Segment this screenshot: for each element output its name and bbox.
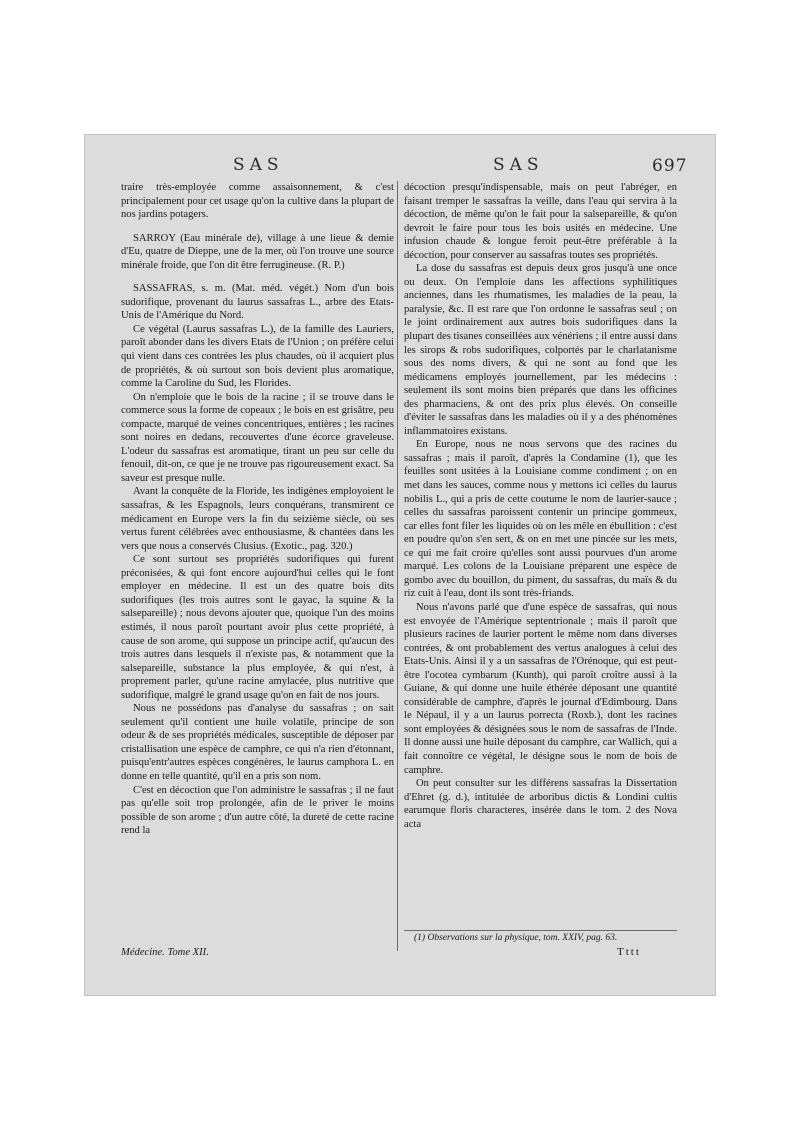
footnote: (1) Observations sur la physique, tom. XXIV, pag. 63. — [414, 933, 618, 943]
paragraph-left-9: C'est en décoction que l'on administre le sassafras ; il ne faut pas qu'elle soit trop prolongée, afin de le priver le moins possible de son arome ; d'un autre côté, la dureté de cette racine rend la — [121, 784, 394, 837]
paragraph-right-3: En Europe, nous ne nous servons que des racines du sassafras ; mais il paroît, d'après la Condamine (1), que les feuilles sont usitées à la Louisiane comme condiment ; on en met dans les sauces, comme nous y mettons ici celles du laurus nobilis L., qui a pris de cette coutume le nom de laurier-sauce ; celles du sassafras paroissent contenir un principe gommeux, car elles font filer les liquides où on les mêle en ébullition : c'est en poudre qu'on s'en sert, & on en met une pincée sur les mets, ce qui me fait croire qu'elles sont aussi pourvues d'un arome marqué. Les colons de la Louisiane préparent une espèce de gombo avec du bouillon, du piment, du sassafras, du maïs & du riz cuit à l'eau, dont ils sont très-friands. — [404, 439, 677, 600]
volume-footer: Médecine. Tome XII. — [121, 947, 209, 958]
paragraph-right-4: Nous n'avons parlé que d'une espèce de sassafras, qui nous est envoyée de l'Amérique septentrionale ; mais il paroît que plusieurs racines de laurier portent le même nom dans diverses contrées, & ont probablement des vertus analogues à celui des Etats-Unis. Ainsi il y a un sassafras de l'Orénoque, qui est peut-être l'ocotea cymbarum (Kunth), qui paroît croître aussi à la Guiane, & qui donne une huile éthérée déposant une quantité considérable de camphre, d'après le journal d'Edimbourg. Dans le Népaul, il y a un laurus porrecta (Roxb.), dont les racines sont employées & désignées sous le nom de sassafras de l'Inde. Il donne aussi une huile déposant du camphre, car Wallich, qui a fait connoître ce végétal, le désigne sous le nom de bois de camphre. — [404, 601, 677, 776]
signature-mark: Tttt — [617, 946, 641, 958]
paragraph-right-2: La dose du sassafras est depuis deux gros jusqu'à une once ou deux. On l'emploie dans les affections syphilitiques anciennes, dans les rhumatismes, les maladies de la peau, la paralysie, &c. Il est rare que l'on ordonne le sassafras seul ; on le joint ordinairement aux autres bois sudorifiques dans la plupart des tisanes conseillées aux vénériens ; il entre aussi dans les sirops & robs sudorifiques, colportés par le charlatanisme sous des noms divers, & qui ne sont au fond que les médicamens employés journellement, par les médecins : seulement ils sont moins bien préparés que dans les officines des pharmaciens, & ont des prix plus élevés. On conseille d'éviter le sassafras dans les maladies où il y a des phénomènes inflammatoires existans. — [404, 263, 677, 437]
running-head-left: SAS — [233, 155, 284, 175]
column-divider — [397, 181, 398, 951]
footnote-divider — [404, 930, 677, 931]
paragraph-left-7: Ce sont surtout ses propriétés sudorifiques qui furent préconisées, & qui font encore aujourd'hui celles qui le font employer en médecine. Il est un des quatre bois dits sudorifiques (les trois autres sont le gayac, la squine & la salsepareille) ; nous devons ajouter que, quoique l'un des moins estimés, il nous paroît pourtant avoir plus cette propriété, à cause de son arome, qui suppose un principe actif, qu'aucun des trois autres dans lesquels il n'existe pas, & notamment que la salsepareille, substance la plus employée, & qui n'est, à proprement parler, qu'une racine amylacée, plus nutritive que sudorifique, malgré le grand usage qu'on en fait de nos jours. — [121, 554, 394, 701]
paragraph-right-5: On peut consulter sur les différens sassafras la Dissertation d'Ehret (g. d.), intitulée de arboribus dictis & Londini cultis earumque floris characteres, insérée dans le tom. 2 des Nova acta — [404, 778, 677, 830]
paragraph-left-4: Ce végétal (Laurus sassafras L.), de la famille des Lauriers, paroît abonder dans les divers Etats de l'Union ; on préfère celui qui vient dans ces contrées les plus chaudes, où il acquiert plus de propriétés, & où surtout son bois devient plus aromatique, comme la Caroline du Sud, les Florides. — [121, 323, 394, 390]
right-column — [404, 181, 677, 961]
paragraph-left-3: SASSAFRAS, s. m. (Mat. méd. végét.) Nom d'un bois sudorifique, provenant du laurus sassafras L., arbre des Etats-Unis de l'Amérique du Nord. — [121, 283, 394, 322]
paragraph-left-5: On n'emploie que le bois de la racine ; il se trouve dans le commerce sous la forme de copeaux ; le bois en est grisâtre, peu compacte, marqué de veines concentriques, entières ; les racines sont noires en dedans, recouvertes d'une écorce graveleuse. L'odeur du sassafras est aromatique, tirant un peu sur celle du fenouil, dit-on, ce que je ne trouve pas rigoureusement exact. Sa saveur est presque nulle. — [121, 391, 394, 484]
paragraph-right-1: décoction presqu'indispensable, mais on peut l'abréger, en faisant tremper le sassafras la veille, dans l'eau qui servira à la décoction, de même qu'on le fait pour la salsepareille, & qu'on devroit le faire pour tous les bois usités en médecine. Une infusion chaude & longue feroit peut-être préférable à la décoction, pour conserver au sassafras toutes ses propriétés. — [404, 182, 677, 261]
paragraph-left-8: Nous ne possédons pas d'analyse du sassafras ; on sait seulement qu'il contient une huile volatile, principe de son odeur & de ses propriétés médicales, susceptible de déposer par cristallisation une espèce de camphre, ce qui n'a rien d'étonnant, puisqu'entr'autres espèces congénères, le laurus camphora L. en donne en telle quantité, qu'il en a pris son nom. — [121, 703, 394, 782]
paragraph-left-6: Avant la conquête de la Floride, les indigènes employoient le sassafras, & les Espagnols, leurs conquérans, transmirent ce médicament en Europe vers la fin du seizième siècle, où ses vertus furent célébrées avec enthousiasme, & chantées dans les vers que nous a conservés Clusius. (Exotic., pag. 320.) — [121, 486, 394, 552]
running-head-right: SAS — [493, 155, 544, 175]
left-column — [121, 181, 394, 961]
paragraph-left-2: SARROY (Eau minérale de), village à une lieue & demie d'Eu, quatre de Dieppe, une de la mer, où l'on trouve une source minérale froide, que l'on dit être ferrugineuse. (R. P.) — [121, 232, 394, 271]
page-number: 697 — [652, 156, 688, 176]
paragraph-left-1: traire très-employée comme assaisonnement, & c'est principalement pour cet usage qu'on la cultive dans la plupart de nos jardins potagers. — [121, 182, 394, 221]
